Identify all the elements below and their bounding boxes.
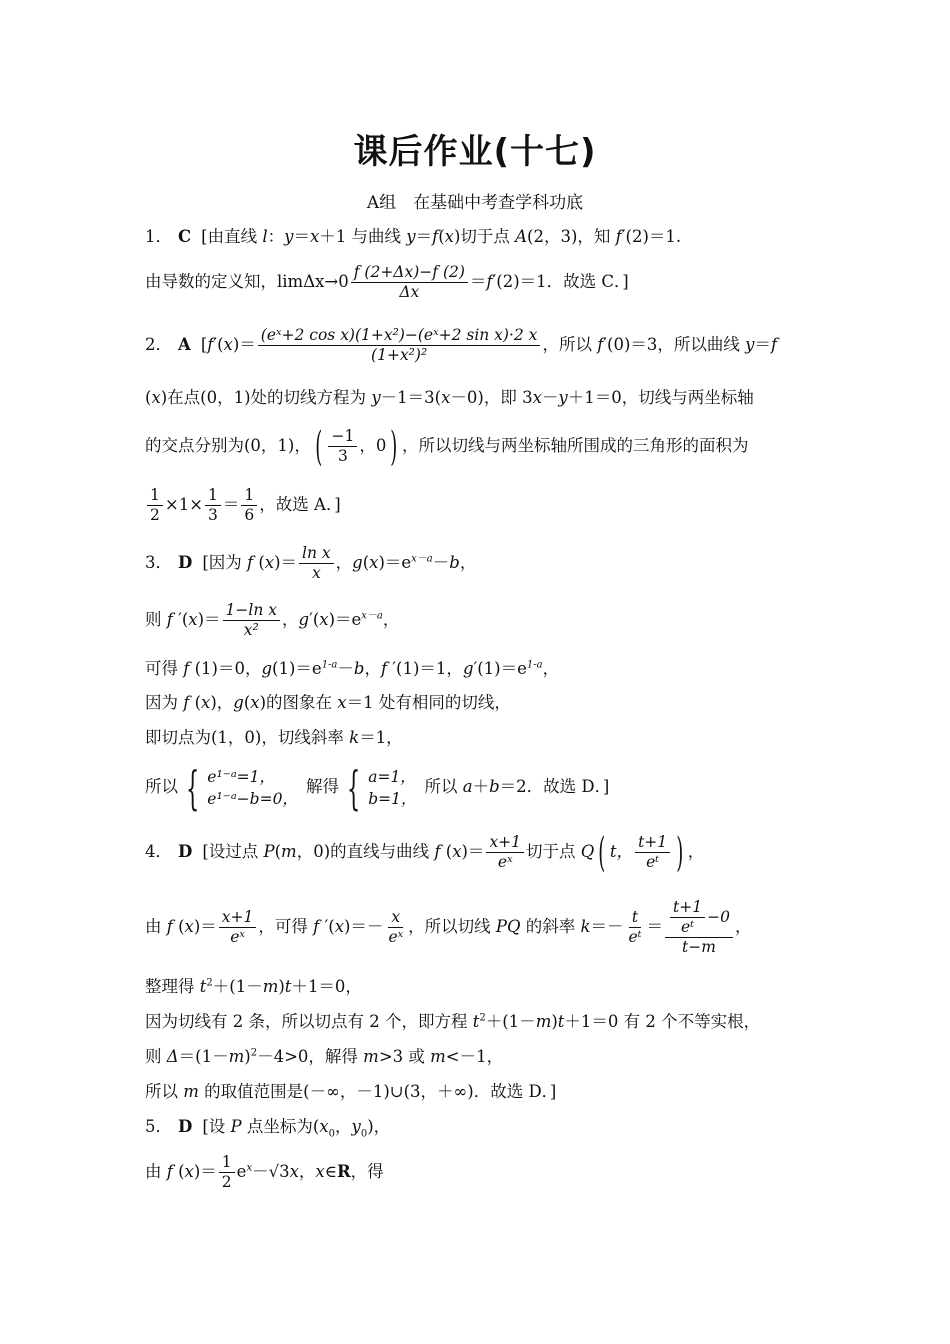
q5-line-1: 5． D [设 P 点坐标为($x_0$，$y_0$)， [145,1117,391,1140]
q3-line-3: 可得 f (1)＝0，$g(1)=e^{1-a}-b$，f ′(1)＝1，$g'(1)=e^{1-a}$， [145,659,560,678]
q3-line-4: 因为 f (x)，g(x)的图象在 x＝1 处有相同的切线， [145,693,511,712]
answer-label: A [178,335,191,354]
question-number: 5． [145,1117,172,1136]
q4-line-1: 4． D [设过点 P(m，0)的直线与曲线 f (x)＝ $\frac{x+1}{\text{eˣ}}$ 切于点 Q ( t， $\frac{t+1}{\text{eᵗ}}$ ) ， [145,829,705,876]
answer-label: D [178,553,193,572]
fraction: $\frac{-1}{3}$ [328,427,357,466]
answer-label: D [178,842,193,861]
page-title: 课后作业(十七) [353,132,597,172]
q4-line-5: 则 $\Delta=(1-m)^2-4>0$，解得 m>3 或 m<－1， [145,1047,504,1066]
fraction: $\frac{f (2+\Delta x)-f (2)}{\Delta x}$ [351,263,468,302]
answer-label: D [178,1117,193,1136]
q4-line-3: 整理得 $t^2+(1-m)t+1=0$， [145,977,362,996]
question-number: 3． [145,553,172,572]
q4-line-2: 由 f (x)＝ $\frac{x+1}{\text{eˣ}}$ ，可得 f ′(x)＝－ $\frac{x}{\text{eˣ}}$ ，所以切线 PQ 的斜率 k＝－ $\frac{t}{\text{eᵗ}}$ ＝ $\frac{t+1}{\text{eᵗ}}$ −0 t−m ， [145,898,752,956]
q3-line-2: 则 f ′(x)＝ $\frac{\text{1−ln x}}{\text{x²}}$ ，$g'(x)=e^{x-a}$， [145,601,400,639]
q4-line-4: 因为切线有 2 条，所以切点有 2 个，即方程 $t^2+(1-m)t+1=0$ 有 2 个不等实根， [145,1012,761,1031]
equation-system: e¹⁻ᵃ=1， e¹⁻ᵃ−b=0， [207,767,298,808]
equation-system: a=1， b=1， [368,767,417,808]
answer-label: C [178,227,192,246]
question-number: 4． [145,842,172,861]
q1-line-1: 1． C [由直线 l：y＝x＋1 与曲线 y＝f(x)切于点 A(2，3)，知 f′(2)＝1. [145,227,682,246]
q2-line-4: $\frac{1}{2}$ ×1× $\frac{1}{3}$ ＝ $\frac{1}{6}$ ，故选 A．] [145,484,815,526]
fraction: $\frac{\text{(eˣ+2 cos x)(1+x²)−(eˣ+2 sin x)·2 x}}{\text{(1+x²)²}}$ [258,326,541,365]
q2-line-2: (x)在点(0，1)处的切线方程为 y－1＝3(x－0)，即 3x－y＋1＝0，切线与两坐标轴 [145,388,754,407]
group-heading: A组 在基础中考查学科功底 [366,193,584,213]
q3-line-5: 即切点为(1，0)，切线斜率 k＝1， [145,728,403,747]
q1-line-2: 由导数的定义知，limΔx→0 $\frac{f (2+\Delta x)-f (2)}{\Delta x}$ ＝f′(2)＝1．故选 C．] [145,263,629,301]
q3-line-1: 3． D [因为 f (x)＝ $\frac{\text{ln x}}{x}$ ，$g(x)=e^{x-a}-b$， [145,544,477,582]
question-number: 2． [145,335,172,354]
q4-line-6: 所以 m 的取值范围是(－∞，－1)∪(3，＋∞)．故选 D．] [145,1082,557,1101]
question-number: 1． [145,227,172,246]
compound-fraction: $\frac{t+1}{\text{eᵗ}}$ −0 t−m [665,898,733,957]
q5-line-2: 由 f (x)＝ $\frac{1}{2}$ $e^x-√3x$，x∈R，得 [145,1153,384,1191]
q2-line-3: 的交点分别为(0，1)， ( $\frac{-1}{3}$ ，0 ) ，所以切线与两坐标轴所围成的三角形的面积为 [145,423,749,470]
q3-line-6: 所以 { e¹⁻ᵃ=1， e¹⁻ᵃ−b=0， 解得 { a=1， b=1， 所以 a＋b＝2．故选 D．] [145,760,610,815]
q2-line-1: 2． A [f′(x)＝ $\frac{\text{(eˣ+2 cos x)(1+x²)−(eˣ+2 sin x)·2 x}}{\text{(1+x²)²}}$ ，所以 f′(0)＝3，所以曲线 y＝f [145,326,778,364]
